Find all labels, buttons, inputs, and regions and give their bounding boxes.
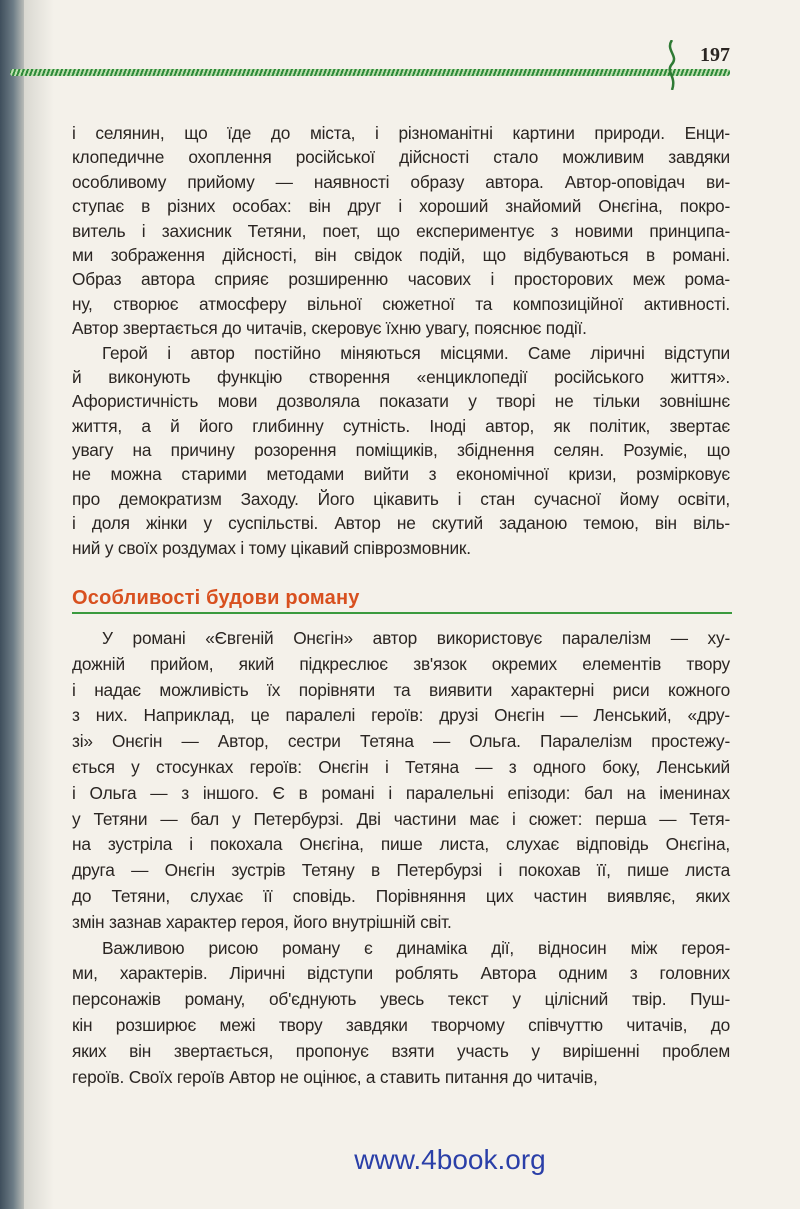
text-line: дожній прийом, який підкреслює зв'язок окремих елементів твору [72,653,730,674]
text-line: Автор звертається до читачів, скеровує їхню увагу, пояснює події. [72,318,587,339]
footer-site-link[interactable]: www.4book.org [354,1144,546,1175]
text-line: у Тетяни — бал у Петербурзі. Дві частини має і сюжет: перша — Тетя- [72,808,730,829]
text-line: Афористичність мови дозволяла показати у творі не тільки зовнішнє [72,391,730,412]
text-line: і надає можливість їх порівняти та виявити характерні риси кожного [72,679,730,700]
vine-ornament-icon [665,40,679,90]
text-line: Герой і автор постійно міняються місцями. Саме ліричні відступи [102,342,730,363]
text-line: зі» Онєгін — Автор, сестри Тетяна — Ольга. Паралелізм простежу- [72,731,730,752]
text-line: ми зображення дійсності, він свідок подій, що відбуваються в романі. [72,244,730,265]
text-line: Образ автора сприяє розширенню часових і просторових меж рома- [72,269,730,290]
text-line: і доля жінки у суспільстві. Автор не скутий заданою темою, він віль- [72,513,730,534]
text-line: клопедичне охоплення російської дійсності стало можливим завдяки [72,147,730,168]
text-line: друга — Онєгін зустрів Тетяну в Петербурзі і покохав її, пише листа [72,860,730,881]
text-line: особливому прийому — наявності образу автора. Автор-оповідач ви- [72,171,730,192]
text-line: змін зазнав характер героя, його внутрішній світ. [72,911,452,932]
text-line: ступає в різних особах: він друг і хороший знайомий Онєгіна, покро- [72,196,730,217]
header-ornament-rule [10,69,730,76]
text-line: і Ольга — з іншого. Є в романі і паралельні епізоди: бал на іменинах [72,782,730,803]
book-binding [0,0,24,1209]
page-gutter-shadow [24,0,54,1209]
text-line: життя, а й його глибинну сутність. Іноді автор, як політик, звертає [72,415,730,436]
heading-underline [72,612,732,614]
text-line: Важливою рисою роману є динаміка дії, відносин між героя- [102,937,730,958]
text-line: ми, характерів. Ліричні відступи роблять Автора одним з головних [72,963,730,984]
text-line: кін розширює межі твору завдяки творчому співчуттю читачів, до [72,1014,730,1035]
text-line: ється у стосунках героїв: Онєгін і Тетяна — з одного боку, Ленський [72,756,730,777]
text-line: яких він звертається, пропонує взяти участь у вирішенні проблем [72,1040,730,1061]
page-number: 197 [700,44,730,66]
text-line: увагу на причину розорення поміщиків, збіднення селян. Розуміє, що [72,440,730,461]
text-line: персонажів роману, об'єднують увесь текст у цілісний твір. Пуш- [72,989,730,1010]
section-heading: Особливості будови роману [72,587,360,609]
text-line: не можна старими методами вийти з економічної кризи, розмірковує [72,464,730,485]
text-line: героїв. Своїх героїв Автор не оцінює, а ставить питання до читачів, [72,1066,598,1087]
text-line: й виконують функцію створення «енциклопедії російського життя». [72,366,730,387]
text-line: витель і захисник Тетяни, поет, що експериментує з новими принципа- [72,220,730,241]
text-line: з них. Наприклад, це паралелі героїв: друзі Онєгін — Ленський, «дру- [72,705,730,726]
text-line: У романі «Євгеній Онєгін» автор використовує паралелізм — ху- [102,628,730,648]
text-line: до Тетяни, слухає її сповідь. Порівняння цих частин виявляє, яких [72,885,730,906]
text-line: про демократизм Заходу. Його цікавить і стан сучасної йому освіти, [72,488,730,509]
text-line: на зустріла і покохала Онєгіна, пише листа, слухає відповідь Онєгіна, [72,834,730,855]
body-text-bottom [72,626,730,1090]
text-line: ну, створює атмосферу вільної сюжетної та композиційної активності. [72,293,730,314]
text-line: і селянин, що їде до міста, і різноманітні картини природи. Енци- [72,123,730,143]
text-line: ний у своїх роздумах і тому цікавий співрозмовник. [72,537,471,558]
body-text-top [72,121,730,560]
